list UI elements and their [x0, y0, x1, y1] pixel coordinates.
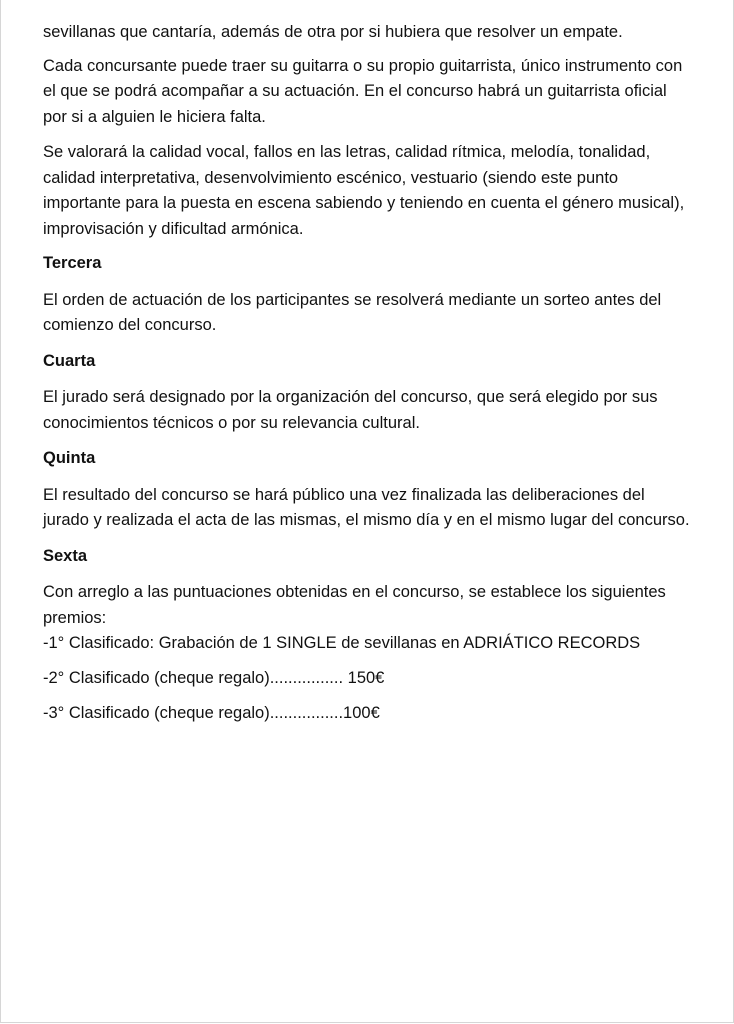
paragraph-valoracion: Se valorará la calidad vocal, fallos en las letras, calidad rítmica, melodía, tonalidad, calidad interpretativa, desenvolvimiento escénico, vestuario (siendo este punto importante para la puesta en escena sabiendo y teniendo en cuenta el género musical), improvisación y dificultad armónica. [43, 143, 685, 238]
paragraph-jurado: El jurado será designado por la organización del concurso, que será elegido por sus conocimientos técnicos o por su relevancia cultural. [43, 388, 658, 432]
heading-sexta: Sexta [43, 546, 88, 565]
prize-second: -2° Clasificado (cheque regalo)................ 150€ [43, 669, 385, 687]
prize-first: -1° Clasificado: Grabación de 1 SINGLE de sevillanas en ADRIÁTICO RECORDS [43, 634, 641, 652]
heading-quinta: Quinta [43, 449, 96, 467]
prize-third: -3° Clasificado (cheque regalo)................100€ [43, 704, 380, 722]
paragraph-orden-actuacion: El orden de actuación de los participantes se resolverá mediante un sorteo antes del comienzo del concurso. [43, 290, 662, 334]
paragraph-resultado: El resultado del concurso se hará público una vez finalizada las deliberaciones del jurado y realizada el acta de las mismas, el mismo día y en el mismo lugar del concurso. [43, 485, 690, 529]
paragraph-premios-intro: Con arreglo a las puntuaciones obtenidas en el concurso, se establece los siguientes premios: [43, 583, 666, 627]
document-body [43, 20, 693, 736]
heading-tercera: Tercera [43, 254, 102, 272]
heading-cuarta: Cuarta [43, 351, 96, 370]
paragraph-empate: sevillanas que cantaría, además de otra por si hubiera que resolver un empate. [43, 23, 623, 41]
paragraph-guitarrista: Cada concursante puede traer su guitarra o su propio guitarrista, único instrumento con el que se podrá acompañar a su actuación. En el concurso habrá un guitarrista oficial por si a alguien le hiciera falta. [43, 56, 683, 126]
